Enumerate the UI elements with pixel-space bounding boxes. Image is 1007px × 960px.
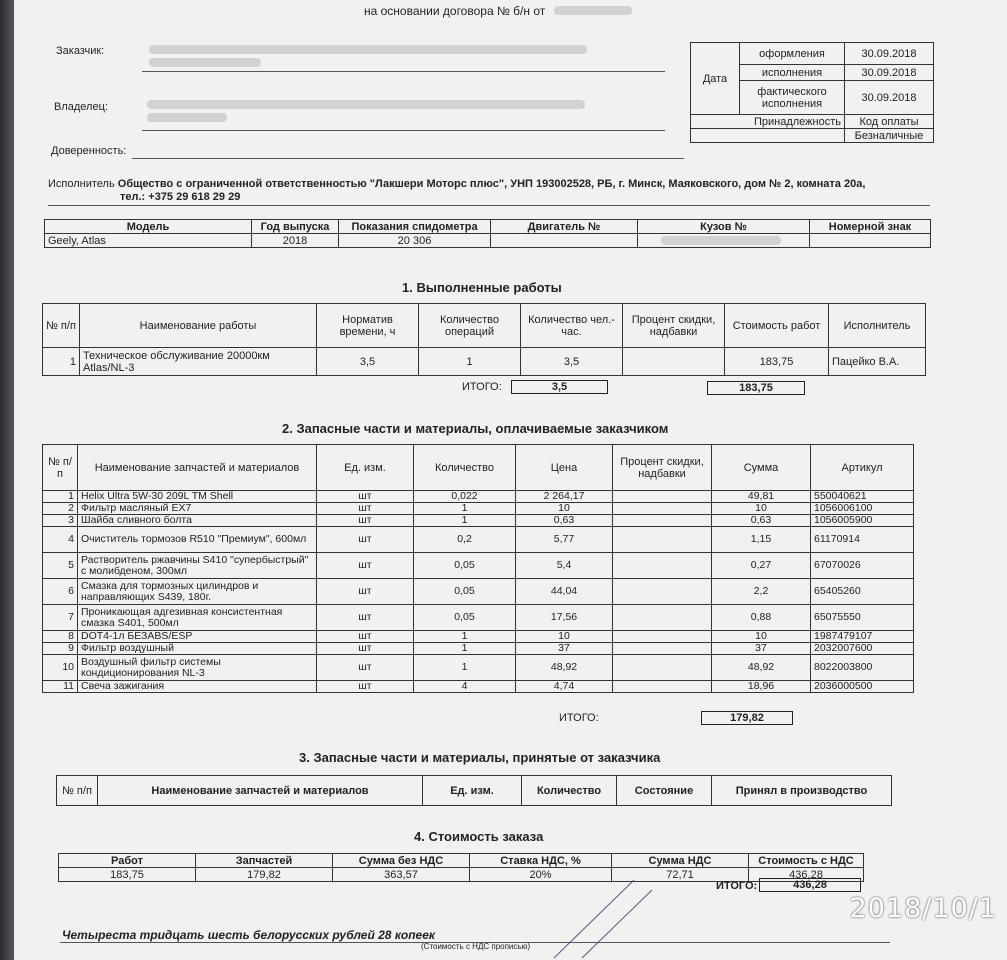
parts-cell: 5 [43, 553, 78, 579]
table-row [43, 643, 914, 655]
works-table [42, 303, 926, 376]
date-row-value: 30.09.2018 [845, 81, 934, 115]
ownership-value [691, 129, 845, 143]
parts-header: Наименование запчастей и материалов [78, 445, 317, 491]
works-cell: 3,5 [317, 348, 419, 376]
vehicle-header: Двигатель № [491, 220, 638, 234]
cost-table [58, 853, 864, 882]
parts-cell: шт [317, 503, 414, 515]
table-row [43, 348, 926, 376]
parts-cell: 10 [516, 631, 613, 643]
parts-cell [613, 491, 712, 503]
parts-cell [613, 553, 712, 579]
parts-header: Цена [516, 445, 613, 491]
dates-table [690, 42, 934, 143]
vehicle-engine [491, 234, 638, 248]
works-cell: 1 [43, 348, 80, 376]
customer-underline [142, 71, 665, 72]
parts-cell: 67070026 [811, 553, 914, 579]
cost-title: 4. Стоимость заказа [414, 829, 544, 844]
works-cell: 1 [419, 348, 521, 376]
parts-cell: шт [317, 491, 414, 503]
parts-cell: 8022003800 [811, 655, 914, 681]
parts-cell: 6 [43, 579, 78, 605]
parts-cell: шт [317, 553, 414, 579]
parts-cell: 10 [712, 503, 811, 515]
parts-cell: Растворитель ржавчины S410 "супербыстрый" с молибденом, 300мл [78, 553, 317, 579]
parts-cell: 48,92 [712, 655, 811, 681]
parts-cell: Очиститель тормозов R510 "Премиум", 600мл [78, 527, 317, 553]
dates-label: Дата [691, 43, 740, 115]
parts-cell: 11 [43, 681, 78, 693]
parts-cell: шт [317, 643, 414, 655]
parts-cell: 7 [43, 605, 78, 631]
parts-cell: шт [317, 655, 414, 681]
parts-cell: Воздушный фильтр системы кондиционирования NL-3 [78, 655, 317, 681]
parts-cell: 44,04 [516, 579, 613, 605]
parts-cell [613, 631, 712, 643]
parts-cell [613, 643, 712, 655]
executor-underline [48, 205, 930, 206]
received-table [56, 775, 892, 806]
parts-cell: 0,05 [414, 579, 516, 605]
parts-cell: 4,74 [516, 681, 613, 693]
parts-cell: 1987479107 [811, 631, 914, 643]
executor-prefix: Исполнитель [48, 178, 115, 190]
parts-table [42, 444, 914, 693]
parts-cell: 1056005900 [811, 515, 914, 527]
works-header: № п/п [43, 304, 80, 348]
parts-cell: 2036000500 [811, 681, 914, 693]
redacted-date [554, 6, 632, 15]
parts-cell: 5,77 [516, 527, 613, 553]
vehicle-header: Модель [45, 220, 252, 234]
vehicle-header: Номерной знак [810, 220, 931, 234]
parts-total-label: ИТОГО: [559, 712, 599, 724]
vehicle-year: 2018 [252, 234, 339, 248]
cost-value: 363,57 [333, 868, 470, 882]
parts-cell: Свеча зажигания [78, 681, 317, 693]
parts-cell [613, 655, 712, 681]
parts-cell: шт [317, 527, 414, 553]
vehicle-odometer: 20 306 [339, 234, 491, 248]
parts-cell: 9 [43, 643, 78, 655]
cost-header: Ставка НДС, % [470, 854, 612, 868]
parts-cell: Проникающая адгезивная консистентная смазка S401, 500мл [78, 605, 317, 631]
works-header: Количество операций [419, 304, 521, 348]
parts-cell: 0,27 [712, 553, 811, 579]
parts-cell: 10 [712, 631, 811, 643]
parts-cell: Фильтр масляный EX7 [78, 503, 317, 515]
table-row [43, 655, 914, 681]
parts-cell [613, 527, 712, 553]
cost-total: 436,28 [759, 878, 861, 892]
parts-cell: Шайба сливного болта [78, 515, 317, 527]
parts-header: № п/п [43, 445, 78, 491]
works-cell: 183,75 [725, 348, 829, 376]
vehicle-table [44, 219, 931, 248]
parts-cell: шт [317, 579, 414, 605]
table-row [43, 491, 914, 503]
parts-total-sum: 179,82 [701, 711, 793, 725]
parts-header: Сумма [712, 445, 811, 491]
parts-cell: 4 [43, 527, 78, 553]
words-caption: (Стоимость с НДС прописью) [421, 942, 531, 951]
works-header: Норматив времени, ч [317, 304, 419, 348]
proxy-label: Доверенность: [51, 145, 127, 157]
payment-value: Безналичные [845, 129, 934, 143]
cost-header: Работ [59, 854, 196, 868]
parts-cell: шт [317, 631, 414, 643]
parts-cell: 0,05 [414, 605, 516, 631]
parts-cell: 2 [43, 503, 78, 515]
table-row [43, 579, 914, 605]
works-title: 1. Выполненные работы [402, 280, 562, 295]
works-header: Исполнитель [829, 304, 926, 348]
parts-cell: 37 [712, 643, 811, 655]
received-header: № п/п [57, 776, 98, 806]
redacted-customer-2 [149, 58, 261, 67]
parts-cell [613, 515, 712, 527]
parts-cell: 3 [43, 515, 78, 527]
parts-cell: 65075550 [811, 605, 914, 631]
parts-cell: Смазка для тормозных цилиндров и направляющих S439, 180г. [78, 579, 317, 605]
vehicle-header: Кузов № [638, 220, 810, 234]
received-header: Количество [522, 776, 617, 806]
parts-title: 2. Запасные части и материалы, оплачиваемые заказчиком [282, 421, 669, 436]
customer-label: Заказчик: [56, 45, 105, 57]
table-row [43, 681, 914, 693]
document-page [14, 0, 1007, 960]
works-header: Количество чел.-час. [521, 304, 623, 348]
parts-cell: 18,96 [712, 681, 811, 693]
table-row [43, 515, 914, 527]
parts-cell: 2032007600 [811, 643, 914, 655]
executor-name: Общество с ограниченной ответственностью "Лакшери Моторс плюс", УНП 193002528, РБ, г. Минск, Маяковского, дом № 2, комната 20а, [117, 178, 866, 190]
cost-header: Стоимость с НДС [749, 854, 864, 868]
parts-cell: 550040621 [811, 491, 914, 503]
parts-cell [613, 503, 712, 515]
date-row-label: исполнения [740, 65, 845, 81]
photo-date-stamp: 2018/10/1 [849, 893, 997, 924]
date-row-label: оформления [740, 43, 845, 65]
background-edge [0, 0, 14, 960]
parts-cell: шт [317, 515, 414, 527]
vehicle-body [638, 234, 810, 248]
parts-cell: Helix Ultra 5W-30 209L TM Shell [78, 491, 317, 503]
parts-cell: 5,4 [516, 553, 613, 579]
table-row [43, 503, 914, 515]
works-header: Процент скидки, надбавки [623, 304, 725, 348]
table-row [43, 605, 914, 631]
parts-cell: 1,15 [712, 527, 811, 553]
redacted-owner-2 [147, 113, 227, 122]
date-row-value: 30.09.2018 [845, 43, 934, 65]
table-row [43, 553, 914, 579]
redacted-owner [147, 100, 585, 109]
works-header: Стоимость работ [725, 304, 829, 348]
parts-cell: шт [317, 681, 414, 693]
parts-cell: 1 [43, 491, 78, 503]
parts-cell: 10 [43, 655, 78, 681]
owner-underline [142, 130, 665, 131]
parts-cell: шт [317, 605, 414, 631]
received-header: Принял в производство [712, 776, 892, 806]
parts-cell: 0,2 [414, 527, 516, 553]
parts-cell: 61170914 [811, 527, 914, 553]
parts-cell [613, 605, 712, 631]
works-total-cost: 183,75 [707, 381, 805, 395]
parts-cell: 1 [414, 503, 516, 515]
parts-cell: DOT4-1л БЕЗABS/ESP [78, 631, 317, 643]
date-row-value: 30.09.2018 [845, 65, 934, 81]
received-header: Ед. изм. [423, 776, 522, 806]
vehicle-plate [810, 234, 931, 248]
parts-cell: 49,81 [712, 491, 811, 503]
received-header: Наименование запчастей и материалов [98, 776, 423, 806]
parts-cell: 8 [43, 631, 78, 643]
table-row [43, 631, 914, 643]
works-total-hours: 3,5 [511, 380, 608, 394]
parts-header: Процент скидки, надбавки [613, 445, 712, 491]
cost-header: Сумма без НДС [333, 854, 470, 868]
works-cell: Техническое обслуживание 20000км Atlas/NL-3 [80, 348, 317, 376]
works-cell: Пацейко В.А. [829, 348, 926, 376]
executor-line [48, 178, 865, 190]
cost-header: Сумма НДС [612, 854, 749, 868]
works-total-label: ИТОГО: [462, 381, 502, 393]
parts-cell: 2,2 [712, 579, 811, 605]
parts-cell: 1 [414, 655, 516, 681]
ownership-label: Принадлежность [691, 115, 845, 129]
parts-cell: 1 [414, 515, 516, 527]
table-row [43, 527, 914, 553]
works-cell [623, 348, 725, 376]
cost-total-label: ИТОГО: [716, 880, 758, 892]
cost-value: 183,75 [59, 868, 196, 882]
parts-cell: 17,56 [516, 605, 613, 631]
payment-code-label: Код оплаты [845, 115, 934, 129]
parts-cell: 1 [414, 631, 516, 643]
cost-header: Запчастей [196, 854, 333, 868]
parts-header: Ед. изм. [317, 445, 414, 491]
parts-cell: 0,63 [712, 515, 811, 527]
date-row-label: фактического исполнения [740, 81, 845, 115]
parts-cell: 0,88 [712, 605, 811, 631]
parts-cell [613, 579, 712, 605]
parts-cell: 0,63 [516, 515, 613, 527]
received-title: 3. Запасные части и материалы, принятые от заказчика [299, 750, 661, 765]
parts-cell [613, 681, 712, 693]
cost-value: 20% [470, 868, 612, 882]
parts-cell: 10 [516, 503, 613, 515]
parts-cell: Фильтр воздушный [78, 643, 317, 655]
parts-cell: 1 [414, 643, 516, 655]
vehicle-header: Год выпуска [252, 220, 339, 234]
cost-value: 179,82 [196, 868, 333, 882]
parts-cell: 2 264,17 [516, 491, 613, 503]
proxy-underline [132, 158, 684, 159]
executor-phone: тел.: +375 29 618 29 29 [120, 191, 241, 203]
works-cell: 3,5 [521, 348, 623, 376]
cost-value: 72,71 [612, 868, 749, 882]
parts-cell: 0,022 [414, 491, 516, 503]
parts-cell: 1056006100 [811, 503, 914, 515]
signature-strokes [534, 870, 664, 960]
parts-cell: 4 [414, 681, 516, 693]
works-header: Наименование работы [80, 304, 317, 348]
parts-header: Артикул [811, 445, 914, 491]
cost-value: 436,28 [749, 868, 864, 882]
parts-cell: 65405260 [811, 579, 914, 605]
amount-in-words: Четыреста тридцать шесть белорусских рублей 28 копеек [62, 928, 435, 942]
owner-label: Владелец: [54, 101, 108, 113]
parts-cell: 0,05 [414, 553, 516, 579]
contract-line: на основании договора № б/н от [364, 4, 546, 18]
parts-header: Количество [414, 445, 516, 491]
vehicle-header: Показания спидометра [339, 220, 491, 234]
redacted-customer [149, 45, 587, 54]
vehicle-model: Geely, Atlas [45, 234, 252, 248]
parts-cell: 48,92 [516, 655, 613, 681]
received-header: Состояние [617, 776, 712, 806]
parts-cell: 37 [516, 643, 613, 655]
